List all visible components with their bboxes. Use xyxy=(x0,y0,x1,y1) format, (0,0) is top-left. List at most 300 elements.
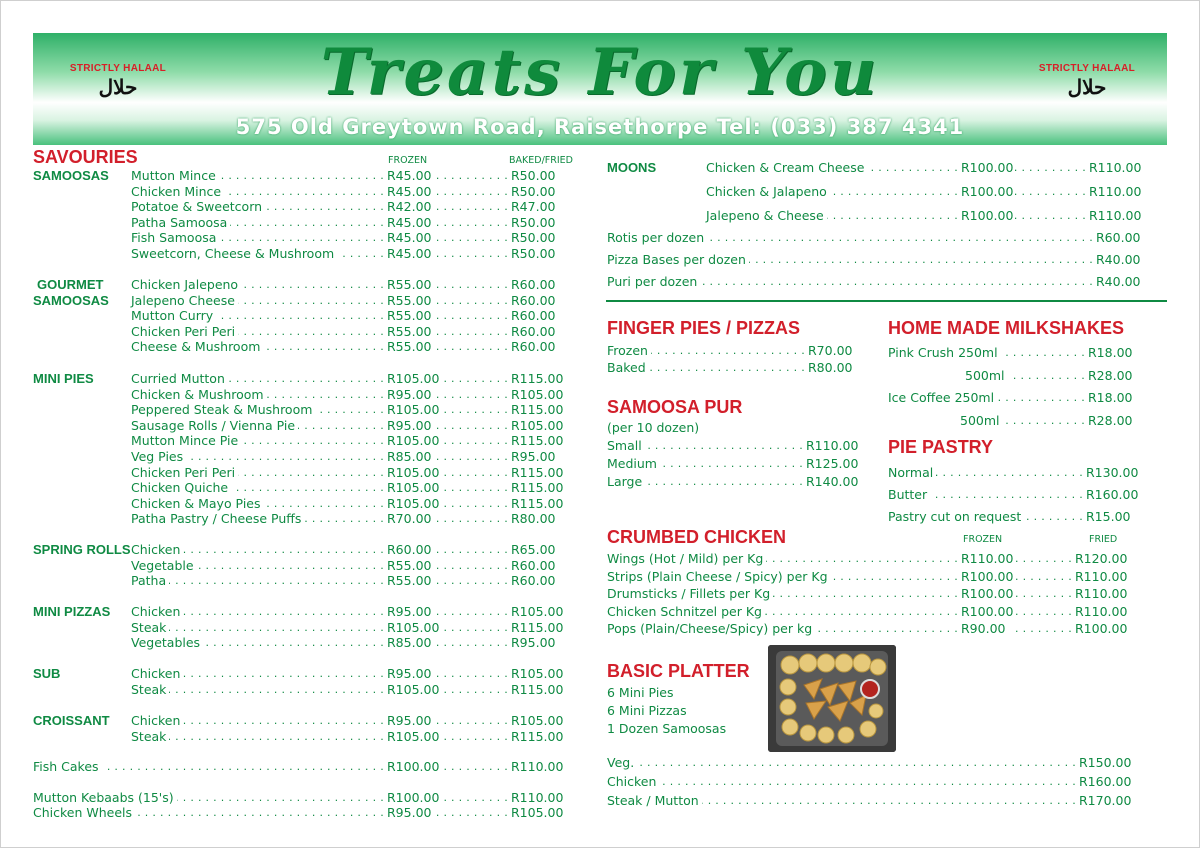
item-name: Large xyxy=(607,474,645,490)
menu-row xyxy=(131,666,578,682)
halaal-badge-right xyxy=(1027,63,1147,98)
price-second: R60.00 xyxy=(508,558,555,574)
menu-row xyxy=(131,449,578,465)
menu-row xyxy=(607,604,1142,620)
menu-row xyxy=(607,793,1146,809)
header-banner xyxy=(33,33,1167,145)
price-frozen: R95.00 xyxy=(384,805,431,821)
item-name: Cheese & Mushroom xyxy=(131,339,263,355)
price-second: R110.00 xyxy=(1086,160,1141,176)
item-price: R28.00 xyxy=(1085,413,1132,429)
item-price: R125.00 xyxy=(803,456,858,472)
price-frozen: R45.00 xyxy=(384,246,431,262)
price-second: R50.00 xyxy=(508,215,555,231)
item-price: R15.00 xyxy=(1083,509,1130,525)
samoosa-pur-note: (per 10 dozen) xyxy=(607,420,700,435)
item-name: Frozen xyxy=(607,343,651,359)
cc-col-frozen: FROZEN xyxy=(963,534,1003,545)
dot-leader xyxy=(436,168,508,184)
item-name: Chicken Quiche xyxy=(131,480,231,496)
dot-leader xyxy=(436,542,508,558)
item-name: Mutton Mince xyxy=(131,168,219,184)
menu-row xyxy=(131,620,578,636)
price-frozen: R95.00 xyxy=(384,387,431,403)
menu-row xyxy=(131,184,578,200)
menu-row xyxy=(607,456,873,472)
item-name: Steak xyxy=(131,620,169,636)
menu-row xyxy=(131,604,578,620)
price-frozen: R95.00 xyxy=(384,604,431,620)
dot-leader xyxy=(436,449,508,465)
item-name: Peppered Steak & Mushroom xyxy=(131,402,315,418)
savouries-title: SAVOURIES xyxy=(33,147,138,167)
item-name: Sausage Rolls / Vienna Pie xyxy=(131,418,298,434)
category-samoosas: SAMOOSAS xyxy=(33,168,109,183)
dot-leader xyxy=(436,371,508,387)
dot-leader xyxy=(436,215,508,231)
menu-row xyxy=(607,774,1146,790)
menu-row xyxy=(607,569,1142,585)
item-name: Veg. xyxy=(607,755,637,771)
item-name: Wings (Hot / Mild) per Kg xyxy=(607,551,766,567)
item-name: Steak xyxy=(131,729,169,745)
price-frozen: R110.00 xyxy=(958,551,1013,567)
dot-leader xyxy=(436,339,508,355)
price-frozen: R95.00 xyxy=(384,666,431,682)
menu-row xyxy=(131,542,578,558)
item-name: Ice Coffee 250ml xyxy=(888,390,997,406)
dot-leader xyxy=(436,387,508,403)
price-frozen: R100.00 xyxy=(958,569,1013,585)
menu-row xyxy=(607,438,873,454)
dot-leader xyxy=(1010,160,1086,176)
item-name: 500ml xyxy=(960,413,1003,429)
dot-leader xyxy=(436,184,508,200)
price-frozen: R55.00 xyxy=(384,293,431,309)
price-frozen: R100.00 xyxy=(958,586,1013,602)
price-frozen: R55.00 xyxy=(384,277,431,293)
item-name: Jalepeno & Cheese xyxy=(706,208,827,224)
item-price: R70.00 xyxy=(805,343,852,359)
item-name: Chicken xyxy=(607,774,659,790)
halaal-text: STRICTLY HALAAL xyxy=(69,63,167,74)
dot-leader xyxy=(436,230,508,246)
price-second: R105.00 xyxy=(508,666,563,682)
menu-row xyxy=(131,168,578,184)
price-second: R115.00 xyxy=(508,682,563,698)
price-second: R115.00 xyxy=(508,480,563,496)
price-second: R115.00 xyxy=(508,433,563,449)
price-frozen: R45.00 xyxy=(384,184,431,200)
menu-row xyxy=(131,496,578,512)
item-name: Pops (Plain/Cheese/Spicy) per kg xyxy=(607,621,815,637)
menu-row xyxy=(960,413,1155,429)
menu-row xyxy=(131,402,578,418)
item-name: Chicken & Mayo Pies xyxy=(131,496,264,512)
item-name: Puri per dozen xyxy=(607,274,700,290)
price-frozen: R105.00 xyxy=(384,729,439,745)
price-second: R115.00 xyxy=(508,729,563,745)
item-name: Fish Cakes xyxy=(33,759,102,775)
menu-row xyxy=(607,621,1142,637)
dot-leader xyxy=(436,729,508,745)
menu-row xyxy=(33,759,578,775)
cc-col-fried: FRIED xyxy=(1089,534,1118,545)
price-second: R50.00 xyxy=(508,184,555,200)
menu-row xyxy=(131,558,578,574)
item-name: Chicken xyxy=(131,713,183,729)
item-price: R150.00 xyxy=(1076,755,1131,771)
price-second: R95.00 xyxy=(508,635,555,651)
menu-row xyxy=(131,480,578,496)
item-name: Vegetables xyxy=(131,635,203,651)
halaal-text: STRICTLY HALAAL xyxy=(1038,63,1136,74)
price-second: R95.00 xyxy=(508,449,555,465)
price-frozen: R105.00 xyxy=(384,465,439,481)
menu-row xyxy=(607,252,1163,268)
category-mini-pizzas: MINI PIZZAS xyxy=(33,604,111,619)
item-name: Patha Pastry / Cheese Puffs xyxy=(131,511,304,527)
item-price: R110.00 xyxy=(803,438,858,454)
price-second: R105.00 xyxy=(508,604,563,620)
dot-leader xyxy=(1010,208,1086,224)
price-frozen: R105.00 xyxy=(384,371,439,387)
platter-contents xyxy=(607,684,726,738)
price-frozen: R105.00 xyxy=(384,682,439,698)
dot-leader xyxy=(436,465,508,481)
item-name: Patha Samoosa xyxy=(131,215,230,231)
platter-item: 1 Dozen Samoosas xyxy=(607,721,727,736)
item-name: Small xyxy=(607,438,645,454)
menu-row xyxy=(965,368,1155,384)
dot-leader xyxy=(436,293,508,309)
item-name: Baked xyxy=(607,360,649,376)
price-frozen: R85.00 xyxy=(384,635,431,651)
menu-row xyxy=(131,277,578,293)
dot-leader xyxy=(436,682,508,698)
brand-title: Treats For You xyxy=(320,35,880,110)
dot-leader xyxy=(436,418,508,434)
price-second: R60.00 xyxy=(508,573,555,589)
price-second: R60.00 xyxy=(508,293,555,309)
price-second: R110.00 xyxy=(1072,569,1127,585)
dot-leader xyxy=(607,755,1076,771)
price-frozen: R55.00 xyxy=(384,339,431,355)
col-baked-header: BAKED/FRIED xyxy=(509,155,573,166)
item-name: Chicken xyxy=(131,604,183,620)
category-spring-rolls: SPRING ROLLS xyxy=(33,542,131,557)
menu-row xyxy=(888,487,1153,503)
item-name: Strips (Plain Cheese / Spicy) per Kg xyxy=(607,569,831,585)
price-frozen: R100.00 xyxy=(958,604,1013,620)
category-sub: SUB xyxy=(33,666,61,681)
price-frozen: R105.00 xyxy=(384,402,439,418)
item-price: R80.00 xyxy=(805,360,852,376)
item-name: Chicken Mince xyxy=(131,184,224,200)
dot-leader xyxy=(1010,586,1072,602)
price-second: R50.00 xyxy=(508,168,555,184)
category-mini-pies: MINI PIES xyxy=(33,371,94,386)
dot-leader xyxy=(436,277,508,293)
platter-photo xyxy=(768,645,896,752)
section-divider xyxy=(606,300,1167,302)
dot-leader xyxy=(436,199,508,215)
menu-row xyxy=(888,465,1153,481)
dot-leader xyxy=(436,635,508,651)
item-name: Mutton Mince Pie xyxy=(131,433,241,449)
price-frozen: R95.00 xyxy=(384,713,431,729)
menu-row xyxy=(33,805,578,821)
item-name: Curried Mutton xyxy=(131,371,228,387)
dot-leader xyxy=(436,573,508,589)
menu-row xyxy=(607,230,1163,246)
item-price: R40.00 xyxy=(1093,252,1140,268)
menu-row xyxy=(131,418,578,434)
price-second: R60.00 xyxy=(508,308,555,324)
dot-leader xyxy=(436,759,508,775)
item-price: R18.00 xyxy=(1085,390,1132,406)
price-second: R115.00 xyxy=(508,496,563,512)
dot-leader xyxy=(436,558,508,574)
platter-item: 6 Mini Pies xyxy=(607,685,674,700)
menu-row xyxy=(131,308,578,324)
menu-row xyxy=(131,199,578,215)
menu-row xyxy=(607,343,875,359)
price-second: R60.00 xyxy=(508,324,555,340)
item-price: R40.00 xyxy=(1093,274,1140,290)
item-name: Potatoe & Sweetcorn xyxy=(131,199,265,215)
price-frozen: R100.00 xyxy=(958,184,1013,200)
price-frozen: R55.00 xyxy=(384,324,431,340)
price-second: R105.00 xyxy=(508,805,563,821)
price-frozen: R100.00 xyxy=(384,790,439,806)
menu-row xyxy=(131,215,578,231)
menu-row xyxy=(131,387,578,403)
menu-row xyxy=(607,360,875,376)
menu-row xyxy=(131,573,578,589)
item-name: Chicken Wheels xyxy=(33,805,135,821)
item-price: R28.00 xyxy=(1085,368,1132,384)
platter-image-icon xyxy=(768,645,896,752)
item-name: Chicken Peri Peri xyxy=(131,324,238,340)
category-gourmet: GOURMET xyxy=(37,277,104,292)
menu-row xyxy=(131,246,578,262)
dot-leader xyxy=(436,496,508,512)
menu-row xyxy=(131,324,578,340)
item-name: Sweetcorn, Cheese & Mushroom xyxy=(131,246,337,262)
price-frozen: R100.00 xyxy=(384,759,439,775)
dot-leader xyxy=(1010,621,1072,637)
dot-leader xyxy=(436,511,508,527)
price-frozen: R105.00 xyxy=(384,496,439,512)
price-frozen: R45.00 xyxy=(384,230,431,246)
price-second: R105.00 xyxy=(508,387,563,403)
price-frozen: R55.00 xyxy=(384,573,431,589)
price-frozen: R100.00 xyxy=(958,160,1013,176)
price-frozen: R45.00 xyxy=(384,168,431,184)
menu-row xyxy=(607,274,1163,290)
item-name: Mutton Kebaabs (15's) xyxy=(33,790,177,806)
dot-leader xyxy=(1010,184,1086,200)
price-frozen: R85.00 xyxy=(384,449,431,465)
halaal-logo-icon: حلال xyxy=(98,75,138,99)
price-second: R120.00 xyxy=(1072,551,1127,567)
menu-row xyxy=(706,160,1156,176)
platter-item: 6 Mini Pizzas xyxy=(607,703,687,718)
menu-row xyxy=(131,729,578,745)
item-name: Mutton Curry xyxy=(131,308,216,324)
price-second: R100.00 xyxy=(1072,621,1127,637)
address-line: 575 Old Greytown Road, Raisethorpe Tel: (033) 387 4341 xyxy=(235,115,965,139)
dot-leader xyxy=(436,620,508,636)
item-name: Chicken Schnitzel per Kg xyxy=(607,604,765,620)
menu-row xyxy=(607,474,873,490)
menu-row xyxy=(33,790,578,806)
price-second: R115.00 xyxy=(508,465,563,481)
price-frozen: R105.00 xyxy=(384,433,439,449)
price-second: R105.00 xyxy=(508,418,563,434)
item-name: Butter xyxy=(888,487,930,503)
price-second: R60.00 xyxy=(508,277,555,293)
item-name: Rotis per dozen xyxy=(607,230,707,246)
menu-row xyxy=(131,465,578,481)
item-name: Steak / Mutton xyxy=(607,793,702,809)
item-name: Fish Samoosa xyxy=(131,230,219,246)
price-second: R115.00 xyxy=(508,402,563,418)
item-price: R60.00 xyxy=(1093,230,1140,246)
col-frozen-header: FROZEN xyxy=(388,155,428,166)
item-name: Medium xyxy=(607,456,660,472)
menu-row xyxy=(131,371,578,387)
price-second: R110.00 xyxy=(1086,184,1141,200)
item-name: Vegetable xyxy=(131,558,197,574)
price-second: R110.00 xyxy=(1072,604,1127,620)
dot-leader xyxy=(436,324,508,340)
price-second: R115.00 xyxy=(508,371,563,387)
price-second: R110.00 xyxy=(508,759,563,775)
item-name: Chicken & Jalapeno xyxy=(706,184,830,200)
price-frozen: R45.00 xyxy=(384,215,431,231)
item-name: Normal xyxy=(888,465,936,481)
dot-leader xyxy=(436,604,508,620)
price-second: R110.00 xyxy=(1072,586,1127,602)
dot-leader xyxy=(436,713,508,729)
price-second: R60.00 xyxy=(508,339,555,355)
menu-row xyxy=(706,208,1156,224)
price-frozen: R100.00 xyxy=(958,208,1013,224)
samoosa-pur-title: SAMOOSA PUR xyxy=(607,397,743,417)
dot-leader xyxy=(436,402,508,418)
category-moons: MOONS xyxy=(607,160,657,175)
menu-row xyxy=(607,755,1146,771)
price-frozen: R42.00 xyxy=(384,199,431,215)
dot-leader xyxy=(1010,604,1072,620)
price-frozen: R70.00 xyxy=(384,511,431,527)
item-name: Chicken xyxy=(131,666,183,682)
menu-row xyxy=(131,635,578,651)
dot-leader xyxy=(436,433,508,449)
item-price: R140.00 xyxy=(803,474,858,490)
dot-leader xyxy=(436,308,508,324)
dot-leader xyxy=(436,790,508,806)
halaal-logo-icon: حلال xyxy=(1067,75,1107,99)
item-price: R170.00 xyxy=(1076,793,1131,809)
milkshakes-title: HOME MADE MILKSHAKES xyxy=(888,318,1125,338)
price-second: R80.00 xyxy=(508,511,555,527)
price-second: R50.00 xyxy=(508,230,555,246)
price-second: R110.00 xyxy=(1086,208,1141,224)
item-name: Chicken Jalepeno xyxy=(131,277,241,293)
dot-leader xyxy=(1010,551,1072,567)
item-price: R18.00 xyxy=(1085,345,1132,361)
item-name: Steak xyxy=(131,682,169,698)
menu-row xyxy=(607,586,1142,602)
price-frozen: R55.00 xyxy=(384,558,431,574)
platter-title: BASIC PLATTER xyxy=(607,661,750,681)
price-frozen: R105.00 xyxy=(384,620,439,636)
pie-pastry-title: PIE PASTRY xyxy=(888,437,994,457)
menu-row xyxy=(131,511,578,527)
item-name: Chicken & Mushroom xyxy=(131,387,267,403)
price-second: R65.00 xyxy=(508,542,555,558)
item-name: Pink Crush 250ml xyxy=(888,345,1001,361)
item-name: Drumsticks / Fillets per Kg xyxy=(607,586,773,602)
price-frozen: R105.00 xyxy=(384,480,439,496)
item-name: Veg Pies xyxy=(131,449,186,465)
price-second: R105.00 xyxy=(508,713,563,729)
item-price: R160.00 xyxy=(1083,487,1138,503)
price-frozen: R55.00 xyxy=(384,308,431,324)
menu-row xyxy=(131,682,578,698)
dot-leader xyxy=(436,805,508,821)
menu-row xyxy=(706,184,1156,200)
menu-row xyxy=(131,230,578,246)
crumbed-chicken-title: CRUMBED CHICKEN xyxy=(607,527,786,547)
item-name: Pastry cut on request xyxy=(888,509,1024,525)
dot-leader xyxy=(607,774,1076,790)
price-frozen: R90.00 xyxy=(958,621,1005,637)
item-name: Patha xyxy=(131,573,169,589)
finger-pies-title: FINGER PIES / PIZZAS xyxy=(607,318,801,338)
menu-row xyxy=(131,293,578,309)
price-frozen: R60.00 xyxy=(384,542,431,558)
item-name: Chicken & Cream Cheese xyxy=(706,160,867,176)
price-second: R110.00 xyxy=(508,790,563,806)
item-price: R160.00 xyxy=(1076,774,1131,790)
price-second: R47.00 xyxy=(508,199,555,215)
menu-row xyxy=(888,509,1153,525)
price-second: R50.00 xyxy=(508,246,555,262)
item-price: R130.00 xyxy=(1083,465,1138,481)
menu-row xyxy=(607,551,1142,567)
category-croissant: CROISSANT xyxy=(33,713,110,728)
item-name: Chicken xyxy=(131,542,183,558)
dot-leader xyxy=(436,246,508,262)
menu-row xyxy=(888,390,1155,406)
dot-leader xyxy=(436,666,508,682)
menu-row xyxy=(131,339,578,355)
dot-leader xyxy=(1010,569,1072,585)
menu-row xyxy=(131,713,578,729)
category-gourmet-samoosas: SAMOOSAS xyxy=(33,293,109,308)
menu-row xyxy=(888,345,1155,361)
price-second: R115.00 xyxy=(508,620,563,636)
item-name: 500ml xyxy=(965,368,1008,384)
item-name: Jalepeno Cheese xyxy=(131,293,238,309)
item-name: Pizza Bases per dozen xyxy=(607,252,749,268)
price-frozen: R95.00 xyxy=(384,418,431,434)
menu-row xyxy=(131,433,578,449)
